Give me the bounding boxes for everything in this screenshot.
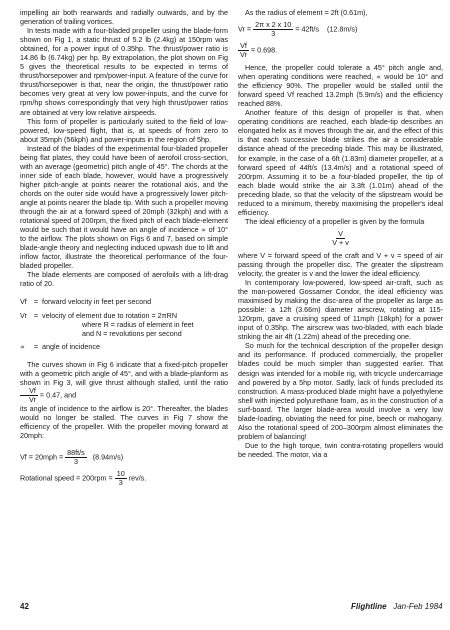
legend-symbol: Vf — [20, 297, 27, 307]
magazine-title: Flightline — [351, 602, 387, 611]
paragraph: Hence, the propeller could tolerate a 45° pitch angle and, when operating conditions were reached, ∝ would be 10° and the efficiency 90%. The propeller would be stalled until the forward speed Vf reached 13.2mph (5.9m/s) and the efficiency reached 88%. — [238, 63, 443, 109]
legend-equals: = — [33, 297, 39, 307]
legend-row — [20, 311, 228, 320]
equation-lhs: Vf = 20mph = — [20, 452, 64, 462]
right-column — [238, 8, 443, 459]
paragraph-text: The curves shown in Fig 6 indicate that a fixed-pitch propeller with a geometric pitch angle of 45°, and with a blade-planform as shown in Fig 3, will give thrust although stalled, until the ratio — [20, 359, 228, 387]
equation-metric: (8.94m/s) — [92, 452, 124, 462]
legend-symbol: Vr — [20, 310, 27, 320]
magazine-footer — [351, 602, 443, 611]
fraction-numerator: 2π x 2 x 10 — [255, 20, 292, 30]
legend-symbol — [20, 320, 82, 329]
equation-fraction — [65, 449, 87, 466]
fraction-numerator: 88ft/s — [67, 448, 85, 458]
legend-text: forward velocity in feet per second — [42, 297, 152, 307]
paragraph: In tests made with a four-bladed propeller using the blade-form shown on Fig 1, a static thrust of 5.2 lb (2.4kg) at 150rpm was obtained, for a power input of 0.35hp. The thrust/power ratio is 14.86 lb (6.74kg) per hp. By extrapolation, the plot shown on Fig 5 gives the theoretical results to be expected in terms of thrust/horsepower and rpm/power-input. A feature of the curve for thrust/horsepower is that, near the origin, the thrust/power ratio becomes very great at very low power-inputs, and the curve for rpm/hp shows correspondingly that very high thrust/power ratios are obtained at very low relative airspeeds. — [20, 26, 228, 117]
paragraph: Another feature of this design of propeller is that, when operating conditions are reached, each blade-tip describes an elongated helix as it moves through the air, and the effect of this is that each successive blade strikes the air a considerable distance ahead of the preceding blade. This may be illustrated, for example, in the case of a 6ft (1.83m) diameter propeller, at a forward speed of 44ft/s (13.4m/s) and a rotational speed of 200rpm. Assuming it to be a four-bladed propeller, the tip of each blade would strike the air 3.3ft (1.01m) ahead of the preceding blade, so that the velocity of the slipstream would be reduced to a minimum, thereby maximising the propeller's ideal efficiency. — [238, 108, 443, 217]
paragraph: As the radius of element = 2ft (0.61m), — [245, 8, 368, 17]
paragraph-text: = 0.47, and — [39, 390, 77, 400]
legend-text: where R = radius of element in feet — [82, 319, 194, 329]
symbol-legend — [20, 297, 228, 350]
equation-rotational-speed — [20, 470, 228, 487]
legend-text: and N = revolutions per second — [82, 328, 182, 338]
legend-row — [20, 342, 228, 351]
equation-speed-ratio — [238, 42, 443, 59]
ratio-fraction — [20, 387, 38, 404]
equation-fraction — [253, 21, 293, 38]
paragraph — [20, 360, 228, 404]
left-column — [20, 8, 228, 487]
page-number: 42 — [20, 602, 29, 611]
fraction-denominator: V + v — [332, 237, 349, 247]
fraction-denominator: 3 — [271, 29, 276, 39]
legend-symbol — [20, 329, 82, 338]
fraction-denominator: Vr — [240, 50, 247, 60]
paragraph: Instead of the blades of the experimental four-bladed propeller being flat plates, they could have been of aerofoil cross-section, with an average (geometric) pitch angle of 45°. The chords at the inner side of each blade, however, would have a progressively higher pitch-angle at points nearer the rotational axis, and the chords on the outer side would have a progressively lower pitch-angle at points nearer the blade tip. With such a propeller moving through the air at a forward speed of 20mph (32kph) and with a rotational speed of 200rpm, the fixed pitch of each blade-element would be such that it would have an angle of incidence ∝ of 10° to the airflow. The plots shown on Figs 6 and 7, based on simple blade-angle theory and neglecting induced upwash due to lift and inflow factor, illustrate the theoretical performance of the four-bladed propeller. — [20, 143, 228, 271]
equation-metric: (12.8m/s) — [327, 24, 358, 34]
equation-rhs: = 42ft/s — [295, 24, 320, 34]
legend-equals: = — [33, 341, 39, 351]
legend-row — [20, 329, 228, 338]
legend-text: velocity of element due to rotation = 2πRN — [42, 310, 178, 320]
paragraph: The blade elements are composed of aerofoils with a lift-drag ratio of 20. — [20, 270, 228, 289]
paragraph: where V = forward speed of the craft and V + v = speed of air passing through the propeller disc. The greater the slipstream velocity, the greater is v and the lower the ideal efficiency. — [238, 250, 443, 278]
equation-lhs: Vr = — [238, 24, 252, 34]
fraction-numerator: V — [338, 228, 343, 238]
fraction-numerator: Vf — [240, 41, 247, 51]
equation-rotational-velocity — [238, 21, 443, 38]
equation-fraction — [115, 470, 127, 487]
equation-rhs: = 0.698. — [250, 45, 278, 55]
legend-symbol: ∝ — [20, 341, 26, 351]
paragraph: So much for the technical description of the propeller design and its performance. If produced commercially, the propeller blades could be much simpler than suggested earlier. That design was intended for a mobile rig, with tricycle undercarriage and powered by a 5hp motor. Sadly, lack of funds precluded its construction. A mass-produced blade might have a polyethylene shell with injected polyurethane foam, as in the construction of a surf-board. The larger blade-area would involve a very low blade-loading, obviating the need for pine, beech or mahogany. Also the rotational speed of 200–300rpm almost eliminates the problem of balancing! — [238, 341, 443, 441]
equation-fraction — [330, 230, 351, 247]
fraction-denominator: 3 — [73, 457, 78, 467]
legend-text: angle of incidence — [42, 341, 100, 351]
paragraph: impelling air both rearwards and radially outwards, and by the generation of trailing vortices. — [20, 8, 228, 27]
legend-equals: = — [33, 310, 39, 320]
ideal-efficiency-formula — [238, 230, 443, 247]
equation-lhs: Rotational speed = 200rpm = — [20, 473, 113, 483]
paragraph: In contemporary low-powered, low-speed air-craft, such as the man-powered Gossamer Condor, the ideal efficiency was maximised by making the disc-area of the propeller as large as possible: a 12ft (3.66m) diameter airscrew, rotating at 115-120rpm, gave a cruising speed of 11mph (18kph) for a power input of 0.35hp. The airscrew was two-bladed, with each blade striking the air 4ft (1.22m) ahead of the preceding one. — [238, 278, 443, 342]
legend-row — [20, 320, 228, 329]
equation-forward-speed — [20, 449, 228, 466]
fraction-numerator: Vf — [20, 387, 38, 396]
fraction-numerator: 10 — [116, 469, 125, 479]
paragraph: Due to the high torque, twin contra-rotating propellers would be needed. The motor, via a — [238, 440, 443, 459]
fraction-denominator: 3 — [118, 478, 123, 488]
equation-rhs: rev/s. — [128, 473, 147, 483]
equation-fraction — [238, 42, 249, 59]
legend-row — [20, 297, 228, 306]
paragraph: The ideal efficiency of a propeller is given by the formula — [245, 216, 425, 226]
issue-date: Jan-Feb 1984 — [393, 602, 443, 611]
paragraph: This form of propeller is particularly suited to the field of low-powered, low-speed flight, that is, at speeds of from zero to about 35mph (56kph) and power-inputs in the region of 5hp. — [20, 116, 228, 144]
fraction-denominator: Vr — [29, 394, 36, 404]
paragraph: its angle of incidence to the airflow is 20°. Thereafter, the blades would no longer be stalled. The curves in Fig 7 show the efficiency of the propeller. With the propeller moving forward at 20mph: — [20, 403, 228, 440]
